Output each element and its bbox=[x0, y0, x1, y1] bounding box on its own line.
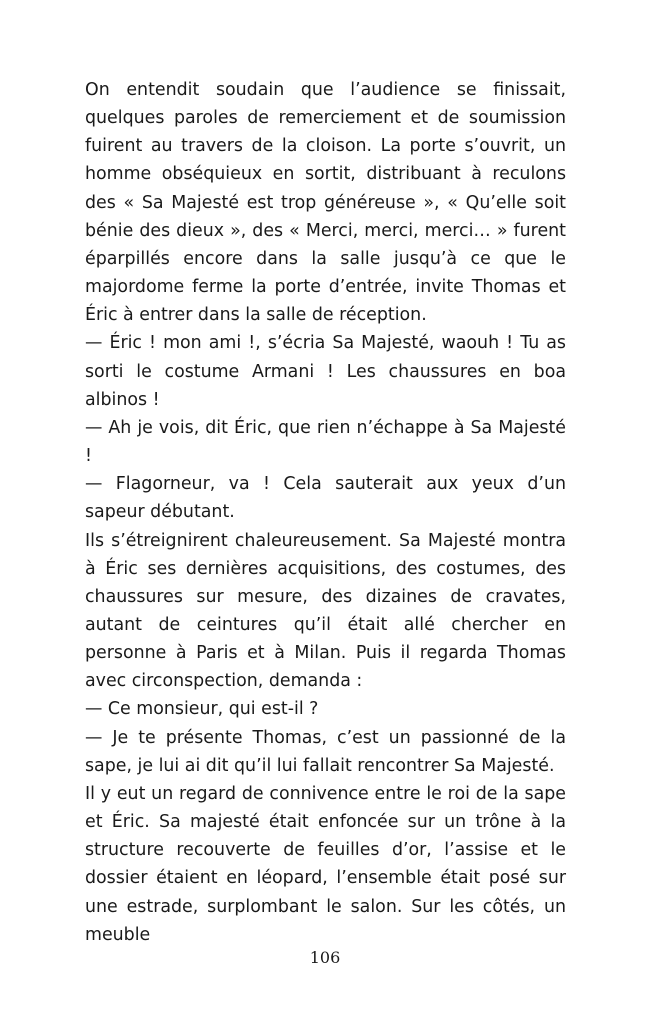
paragraph: On entendit soudain que l’audience se finissait, quelques paroles de remerciement et de soumission fuirent au travers de la cloison. La porte s’ouvrit, un homme obséquieux en sortit, distribuant à reculons des « Sa Majesté est trop généreuse », « Qu’elle soit bénie des dieux », des « Merci, merci, merci… » furent éparpillés encore dans la salle jusqu’à ce que le majordome ferme la porte d’entrée, invite Thomas et Éric à entrer dans la salle de réception. bbox=[85, 80, 566, 326]
paragraph: — Ce monsieur, qui est-il ? bbox=[85, 699, 319, 720]
paragraph: — Éric ! mon ami !, s’écria Sa Majesté, waouh ! Tu as sorti le costume Armani ! Les chaussures en boa albinos ! bbox=[85, 333, 566, 410]
paragraph: Ils s’étreignirent chaleureusement. Sa Majesté montra à Éric ses dernières acquisitions, des costumes, des chaussures sur mesure, des dizaines de cravates, autant de ceintures qu’il était allé chercher en personne à Paris et à Milan. Puis il regarda Thomas avec circonspection, demanda : bbox=[85, 530, 566, 692]
page-number: 106 bbox=[309, 948, 341, 967]
paragraph: — Flagorneur, va ! Cela sauterait aux yeux d’un sapeur débutant. bbox=[85, 474, 566, 523]
paragraph: — Ah je vois, dit Éric, que rien n’échappe à Sa Majesté ! bbox=[85, 417, 566, 467]
paragraph: Il y eut un regard de connivence entre le roi de la sape et Éric. Sa majesté était enfoncée sur un trône à la structure recouverte de feuilles d’or, l’assise et le dossier étaient en léopard, l’ensemble était posé sur une estrade, surplombant le salon. Sur les côtés, un meuble bbox=[85, 783, 566, 945]
body-text bbox=[85, 76, 566, 949]
paragraph: — Je te présente Thomas, c’est un passionné de la sape, je lui ai dit qu’il lui fallait rencontrer Sa Majesté. bbox=[85, 727, 566, 776]
